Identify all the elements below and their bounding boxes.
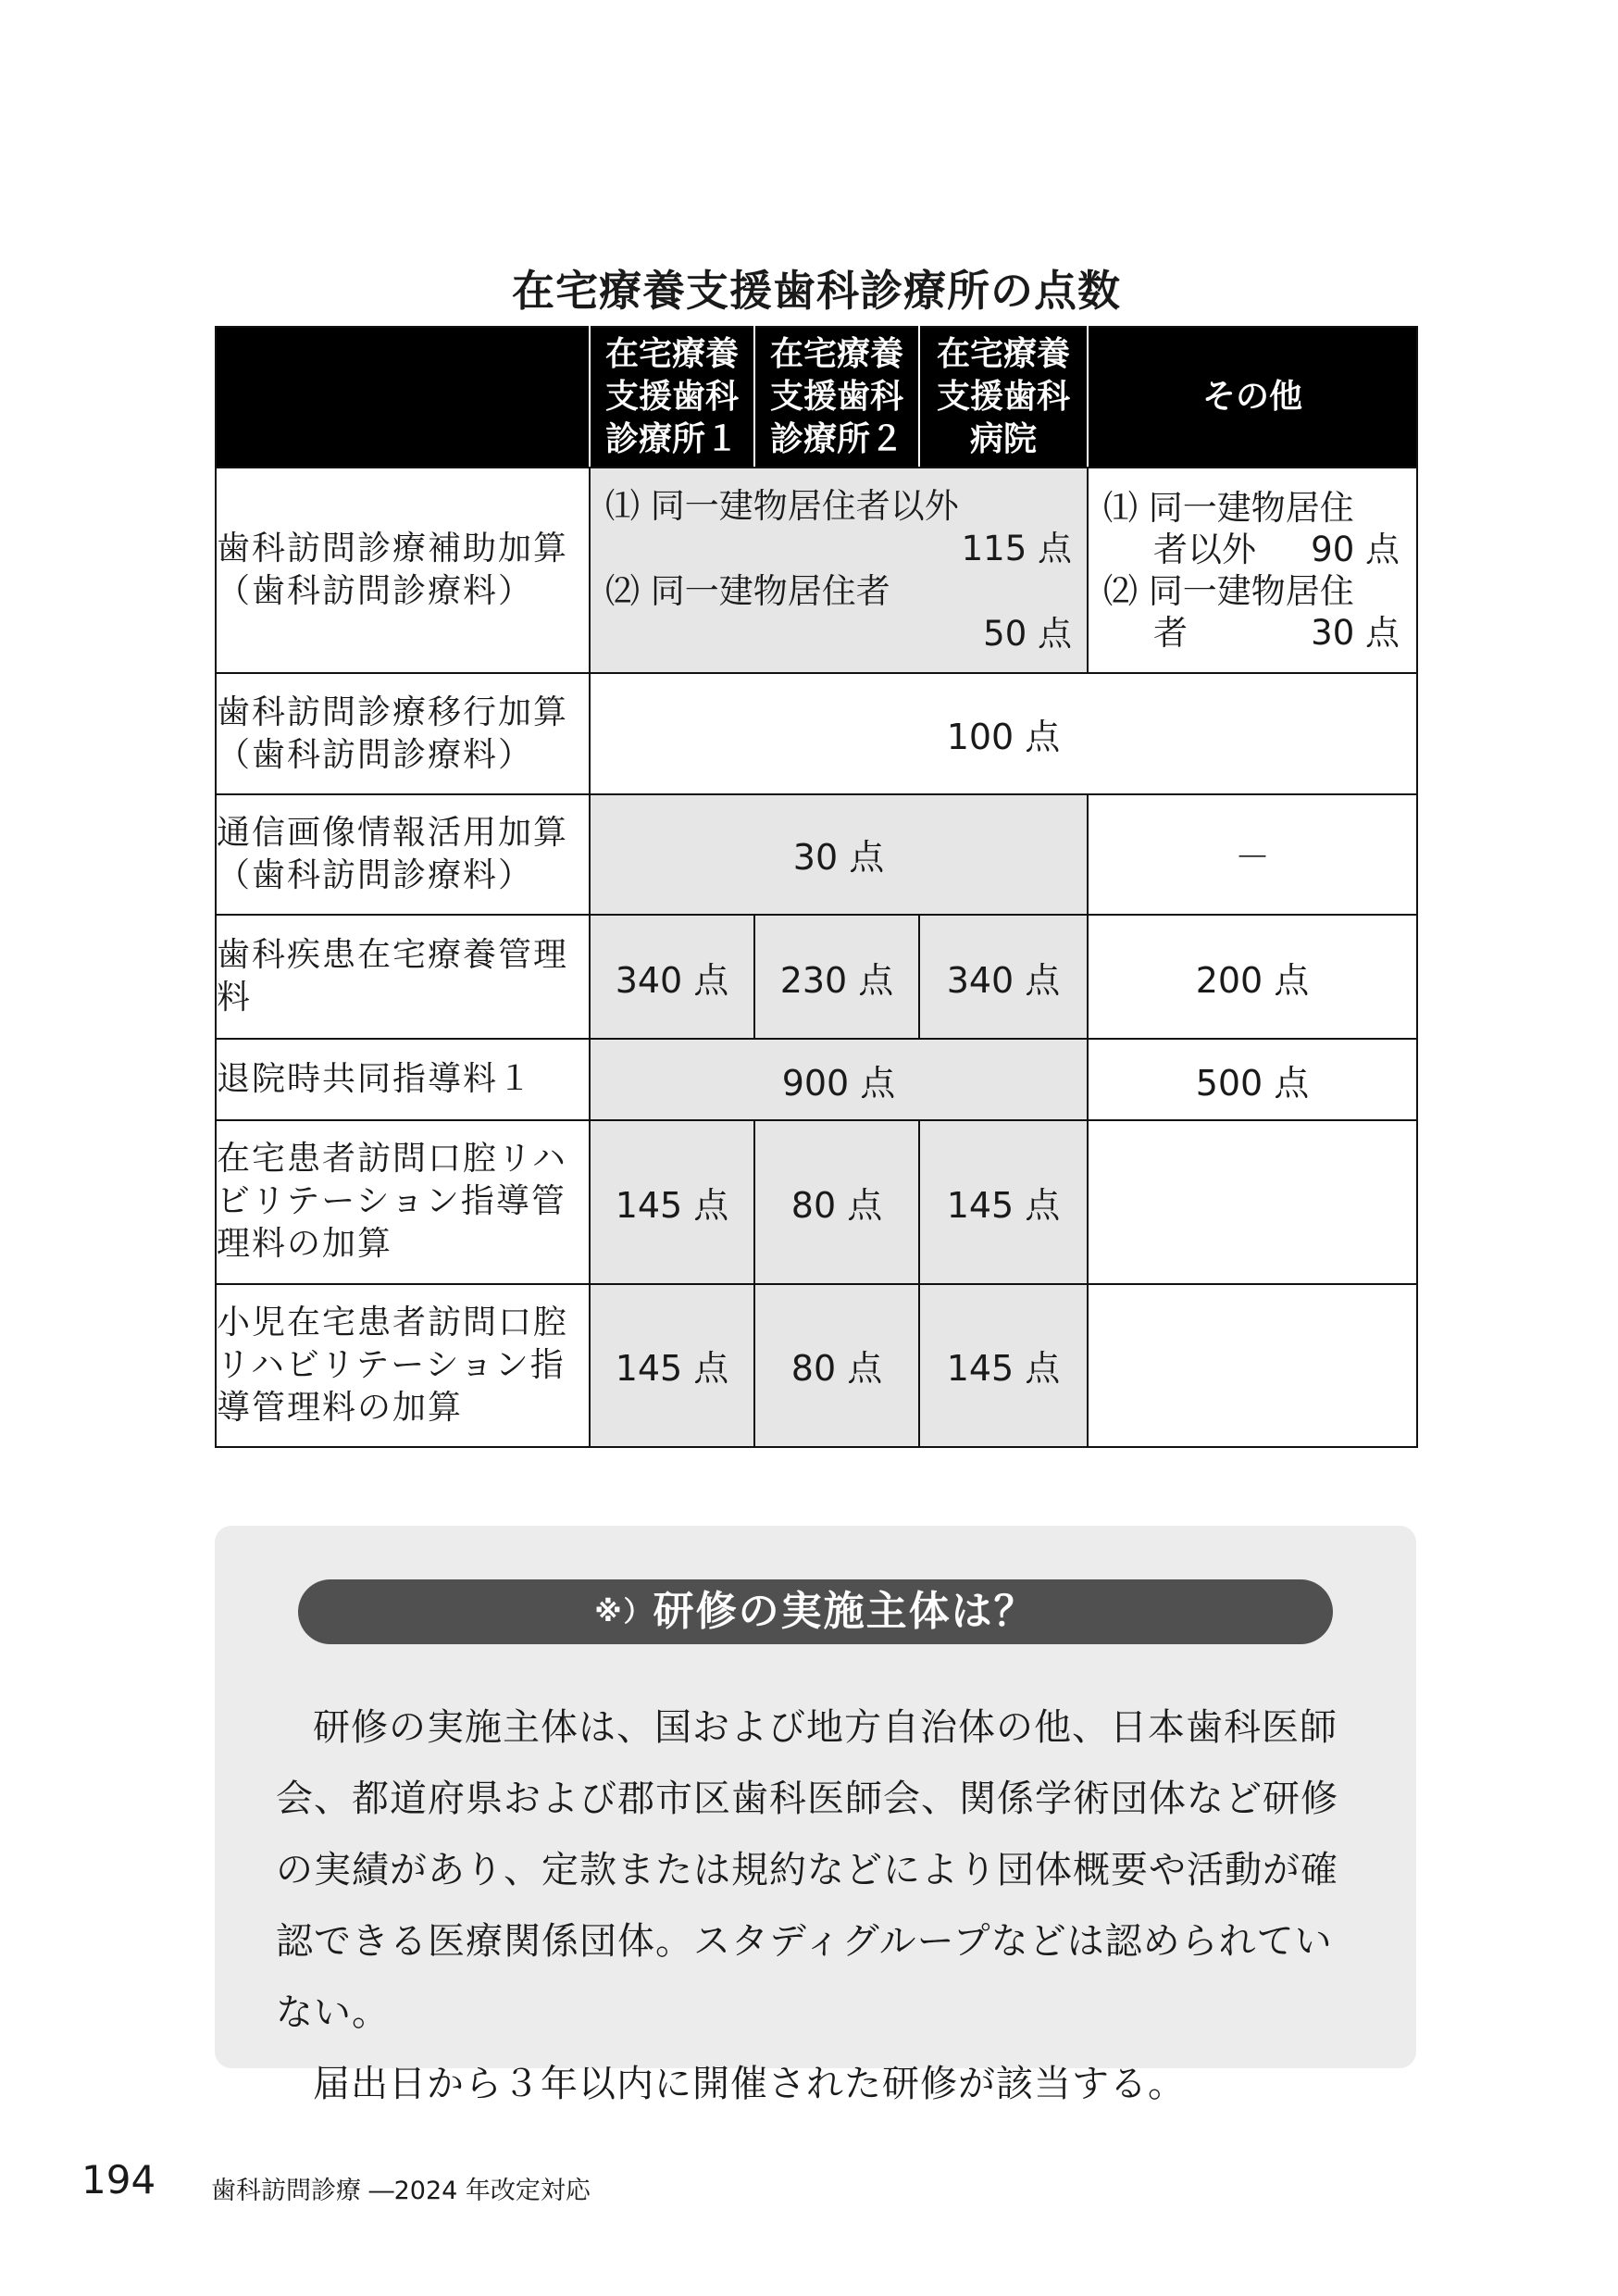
points-text: 者以外	[1153, 530, 1256, 570]
points-cell: 200 点	[1088, 915, 1417, 1039]
points-text: ⑴ 同一建物居住	[1103, 488, 1354, 529]
table-row	[216, 794, 1417, 915]
points-cell	[1088, 1120, 1417, 1283]
table-header-row	[216, 327, 1417, 468]
book-title: 歯科訪問診療 ―2024 年改定対応	[211, 2177, 591, 2205]
points-text: 115 点	[961, 529, 1072, 569]
points-text: ⑴ 同一建物居住者以外	[605, 486, 959, 527]
points-cell: 30 点	[590, 794, 1088, 915]
note-paragraph: 研修の実施主体は、国および地方自治体の他、日本歯科医師会、都道府県および郡市区歯科医師会、関係学術団体など研修の実績があり、定款または規約などにより団体概要や活動が確認できる医療関係団体。スタディグループなどは認められていない。	[276, 1706, 1338, 2034]
header-corner	[216, 327, 590, 468]
row-label: 在宅患者訪問口腔リハビリテーション指導管理料の加算	[216, 1120, 590, 1283]
table-row	[216, 468, 1417, 673]
points-table	[215, 326, 1418, 1448]
note-title-pill	[298, 1579, 1333, 1644]
points-cell: 145 点	[919, 1120, 1088, 1283]
shien-points-cell	[590, 468, 1088, 673]
header-col2: 在宅療養 支援歯科 診療所２	[754, 327, 919, 468]
note-body	[276, 1692, 1368, 2120]
points-text: 90 点	[1311, 530, 1400, 570]
table-row	[216, 1284, 1417, 1447]
points-text: 者	[1153, 613, 1188, 654]
table-title: 在宅療養支援歯科診療所の点数	[512, 266, 1121, 316]
table-row	[216, 1120, 1417, 1283]
points-cell: 340 点	[590, 915, 754, 1039]
points-cell: 230 点	[754, 915, 919, 1039]
points-cell: 145 点	[919, 1284, 1088, 1447]
row-label: 小児在宅患者訪問口腔リハビリテーション指導管理料の加算	[216, 1284, 590, 1447]
points-cell: 340 点	[919, 915, 1088, 1039]
other-points-cell	[1088, 468, 1417, 673]
page-number: 194	[81, 2157, 156, 2202]
points-cell: 80 点	[754, 1120, 919, 1283]
points-cell: 900 点	[590, 1039, 1088, 1120]
header-other: その他	[1088, 327, 1417, 468]
points-text: ⑵ 同一建物居住	[1103, 571, 1354, 612]
table-row	[216, 673, 1417, 793]
header-col3: 在宅療養 支援歯科 病院	[919, 327, 1088, 468]
points-cell: 80 点	[754, 1284, 919, 1447]
points-text: ⑵ 同一建物居住者	[605, 571, 890, 612]
points-text: 50 点	[983, 614, 1072, 655]
points-cell: 145 点	[590, 1120, 754, 1283]
row-label: 退院時共同指導料１	[216, 1039, 590, 1120]
points-cell: 500 点	[1088, 1039, 1417, 1120]
row-label: 歯科疾患在宅療養管理料	[216, 915, 590, 1039]
table-row	[216, 1039, 1417, 1120]
row-label: 通信画像情報活用加算（歯科訪問診療料）	[216, 794, 590, 915]
note-title: 研修の実施主体は？	[653, 1588, 1037, 1635]
table-row	[216, 915, 1417, 1039]
row-label: 歯科訪問診療移行加算（歯科訪問診療料）	[216, 673, 590, 793]
note-mark: ※）	[594, 1596, 653, 1628]
points-cell	[1088, 1284, 1417, 1447]
header-col1: 在宅療養 支援歯科 診療所１	[590, 327, 754, 468]
row-label: 歯科訪問診療補助加算（歯科訪問診療料）	[216, 468, 590, 673]
points-cell: 145 点	[590, 1284, 754, 1447]
points-cell: 100 点	[590, 673, 1417, 793]
note-box	[215, 1526, 1416, 2105]
points-text: 30 点	[1311, 613, 1400, 654]
note-paragraph: 届出日から３年以内に開催された研修が該当する。	[313, 2063, 1186, 2105]
points-cell: －	[1088, 794, 1417, 915]
